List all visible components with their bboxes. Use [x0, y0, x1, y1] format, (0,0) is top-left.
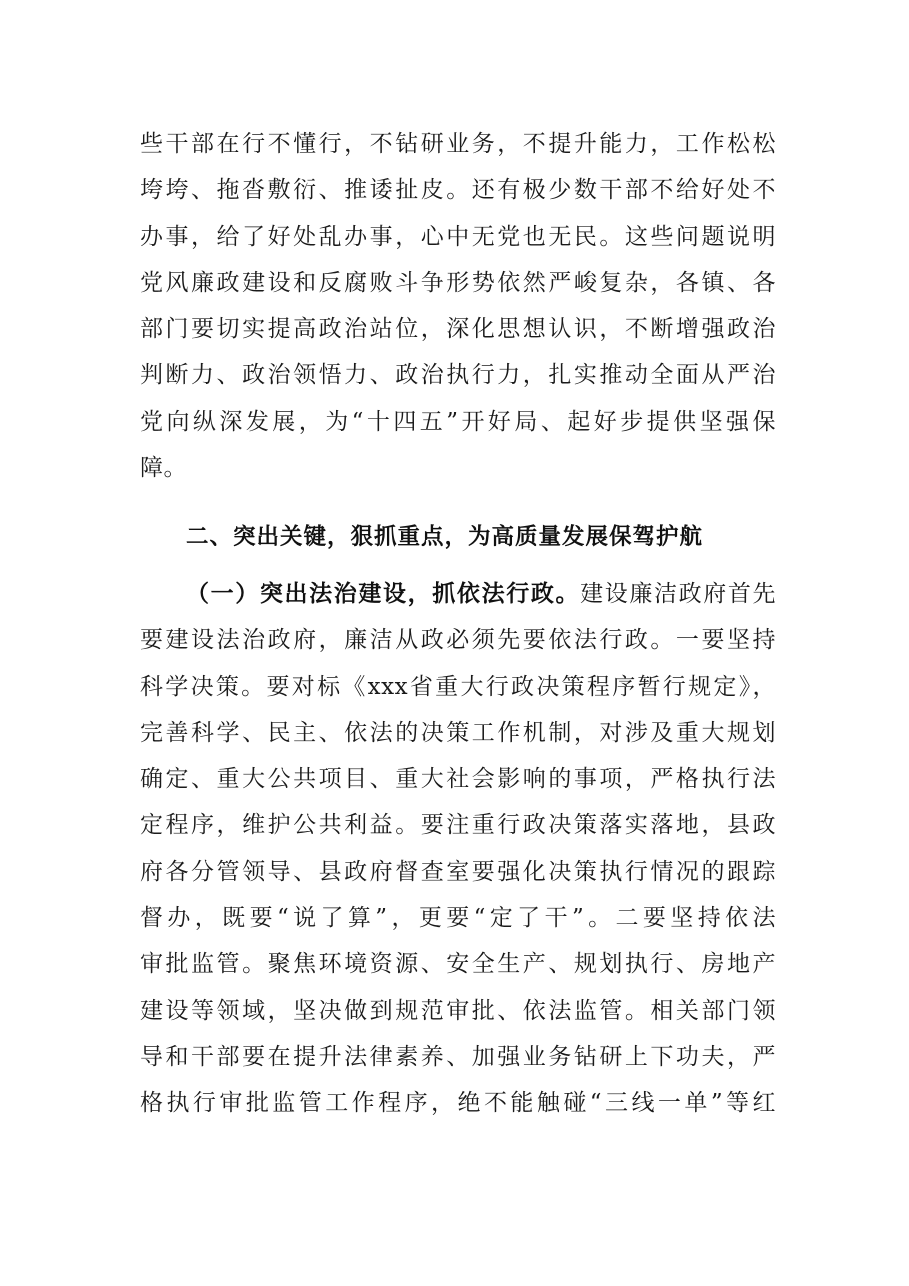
paragraph-2-line: 建设等领域，坚决做到规范审批、依法监管。相关部门领: [140, 997, 776, 1024]
paragraph-2-line: 督办，既要“说了算”，更要“定了干”。二要坚持依法: [140, 905, 776, 932]
paragraph-2-line: 确定、重大公共项目、重大社会影响的事项，严格执行法: [140, 766, 776, 793]
paragraph-1-line: 垮垮、拖沓敷衍、推诿扯皮。还有极少数干部不给好处不: [140, 177, 776, 204]
paragraph-2-lead: （一）突出法治建设，抓依法行政。: [186, 581, 581, 607]
paragraph-2-line: 科学决策。要对标《xxx省重大行政决策程序暂行规定》，: [140, 673, 776, 700]
paragraph-2-first-line: [140, 571, 776, 617]
paragraph-2-line: 要建设法治政府，廉洁从政必须先要依法行政。一要坚持: [140, 627, 776, 654]
paragraph-2-line: 府各分管领导、县政府督查室要强化决策执行情况的跟踪: [140, 858, 776, 885]
paragraph-1-line: 办事，给了好处乱办事，心中无党也无民。这些问题说明: [140, 223, 776, 250]
paragraph-1-line: 些干部在行不懂行，不钻研业务，不提升能力，工作松松: [140, 131, 776, 157]
section-2-heading: 二、突出关键，狠抓重点，为高质量发展保驾护航: [186, 524, 704, 550]
paragraph-2-line: 完善科学、民主、依法的决策工作机制，对涉及重大规划: [140, 719, 776, 746]
paragraph-2-line: 定程序，维护公共利益。要注重行政决策落实落地，县政: [140, 812, 776, 839]
paragraph-1-line: 党风廉政建设和反腐败斗争形势依然严峻复杂，各镇、各: [140, 269, 776, 296]
paragraph-2-line: 格执行审批监管工作程序，绝不能触碰“三线一单”等红: [140, 1090, 776, 1117]
paragraph-1-line: 部门要切实提高政治站位，深化思想认识，不断增强政治: [140, 316, 776, 343]
paragraph-2-line: 导和干部要在提升法律素养、加强业务钻研上下功夫，严: [140, 1043, 776, 1070]
paragraph-1: [140, 121, 776, 491]
paragraph-2-line: 审批监管。聚焦环境资源、安全生产、规划执行、房地产: [140, 951, 776, 978]
paragraph-1-line: 判断力、政治领悟力、政治执行力，扎实推动全面从严治: [140, 362, 776, 389]
paragraph-1-line: 党向纵深发展，为“十四五”开好局、起好步提供坚强保: [140, 408, 776, 435]
paragraph-2-first-line-rest: 建设廉洁政府首先: [580, 581, 777, 607]
paragraph-2: [140, 571, 776, 1127]
paragraph-1-line: 障。: [140, 455, 187, 482]
